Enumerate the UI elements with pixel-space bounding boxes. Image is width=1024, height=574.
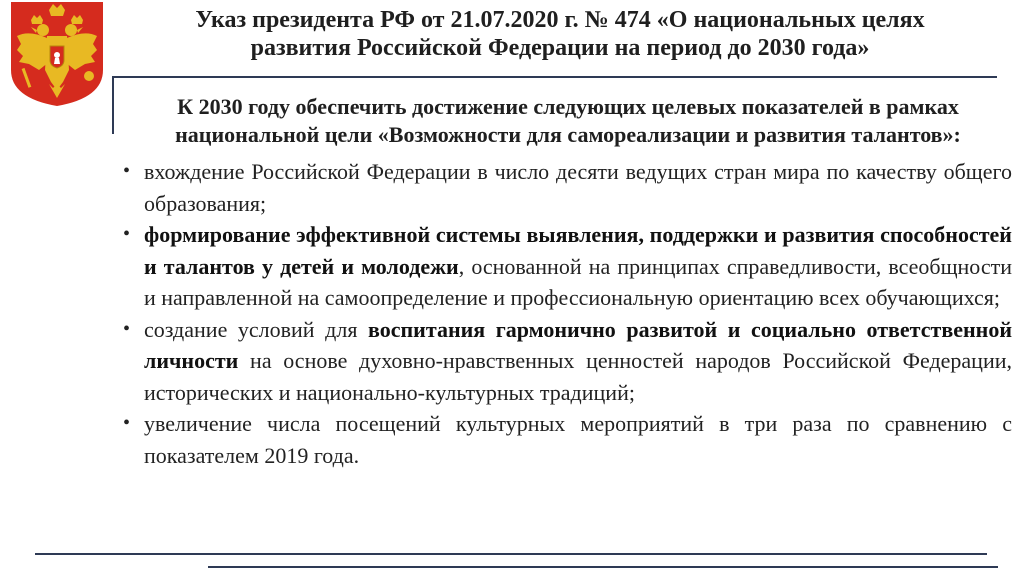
bullet-icon: • [123,160,131,182]
subtitle-line-1: К 2030 году обеспечить достижение следующих целевых показателей в рамках [177,94,959,119]
goal-item-upbringing [121,314,1012,409]
bottom-divider-1 [35,553,987,555]
goal-text-bold: воспитания гармонично развитой и социально ответственной личности [144,316,1012,373]
russian-coat-of-arms-icon [9,0,105,108]
page-title [128,6,992,62]
top-divider-vertical [112,76,114,134]
goal-text-bold: формирование эффективной системы выявления, поддержки и развития способностей и талантов у детей и молодежи [144,222,1012,279]
goal-text: , основанной на принципах справедливости, всеобщности и направленной на самоопределение и профессиональную ориентацию всех обучающихся; [144,253,1012,310]
bullet-icon: • [123,223,131,245]
goals-list [121,156,1012,471]
goal-text: создание условий для [144,316,369,342]
goal-text: вхождение Российской Федерации в число десяти ведущих стран мира по качеству общего образования; [144,159,1012,216]
goal-item-culture [121,408,1012,471]
title-line-2: развития Российской Федерации на период до 2030 года» [250,35,870,61]
goal-item-talents [121,219,1012,314]
bullet-icon: • [123,412,131,434]
subtitle-line-2: национальной цели «Возможности для самореализации и развития талантов»: [175,122,961,147]
goal-text: увеличение числа посещений культурных мероприятий в три раза по сравнению с показателем 2019 года. [144,411,1012,468]
top-divider-horizontal [112,76,997,78]
title-line-1: Указ президента РФ от 21.07.2020 г. № 474 «О национальных целях [195,7,925,33]
bullet-icon: • [123,317,131,340]
bottom-divider-2 [208,566,998,568]
goal-item-education [121,156,1012,219]
section-heading [126,93,1010,149]
goal-text: на основе духовно-нравственных ценностей народов Российской Федерации, исторических и национально-культурных традиций; [144,348,1012,405]
